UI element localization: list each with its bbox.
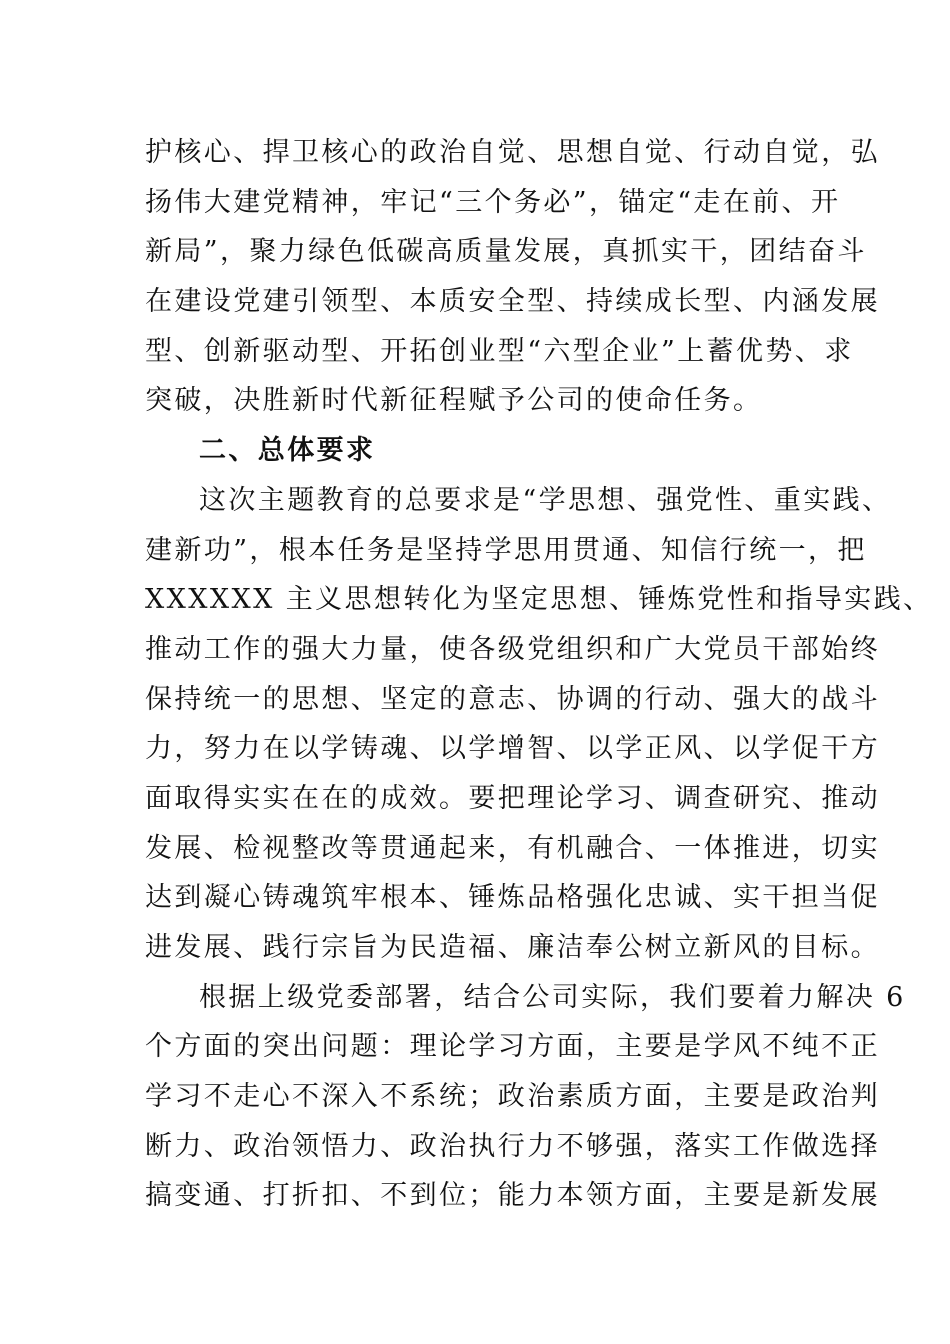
text-line: 搞变通、打折扣、不到位；能力本领方面，主要是新发展 — [145, 1180, 880, 1212]
paragraph-first-line: 这次主题教育的总要求是“学思想、强党性、重实践、 — [199, 484, 892, 516]
text-line: 达到凝心铸魂筑牢根本、锤炼品格强化忠诚、实干担当促 — [145, 882, 880, 914]
text-line: 扬伟大建党精神，牢记“三个务必”，锚定“走在前、开 — [145, 186, 841, 218]
text-line: 护核心、捍卫核心的政治自觉、思想自觉、行动自觉，弘 — [145, 137, 880, 168]
paragraph-first-line: 根据上级党委部署，结合公司实际，我们要着力解决 6 — [199, 981, 906, 1013]
text-line: 力，努力在以学铸魂、以学增智、以学正风、以学促干方 — [145, 733, 880, 765]
text-line: 断力、政治领悟力、政治执行力不够强，落实工作做选择 — [145, 1130, 880, 1162]
text-line: XXXXXX 主义思想转化为坚定思想、锤炼党性和指导实践、 — [145, 584, 933, 616]
text-line: 在建设党建引领型、本质安全型、持续成长型、内涵发展 — [145, 286, 880, 318]
text-line: 建新功”，根本任务是坚持学思用贯通、知信行统一，把 — [145, 534, 867, 566]
text-line: 新局”，聚力绿色低碳高质量发展，真抓实干，团结奋斗 — [145, 236, 867, 268]
document-body — [145, 128, 933, 1221]
section-heading: 二、总体要求 — [199, 435, 376, 467]
text-line: 型、创新驱动型、开拓创业型“六型企业”上蓄优势、求 — [145, 335, 854, 367]
text-line: 进发展、践行宗旨为民造福、廉洁奉公树立新风的目标。 — [145, 932, 880, 963]
text-line: 面取得实实在在的成效。要把理论学习、调查研究、推动 — [145, 782, 880, 814]
text-line: 学习不走心不深入不系统；政治素质方面，主要是政治判 — [145, 1081, 880, 1113]
text-line: 突破，决胜新时代新征程赋予公司的使命任务。 — [145, 385, 763, 417]
text-line: 推动工作的强大力量，使各级党组织和广大党员干部始终 — [145, 633, 880, 665]
text-line: 保持统一的思想、坚定的意志、协调的行动、强大的战斗 — [145, 683, 880, 715]
text-line: 个方面的突出问题：理论学习方面，主要是学风不纯不正 — [145, 1031, 880, 1063]
text-line: 发展、检视整改等贯通起来，有机融合、一体推进，切实 — [145, 832, 880, 864]
